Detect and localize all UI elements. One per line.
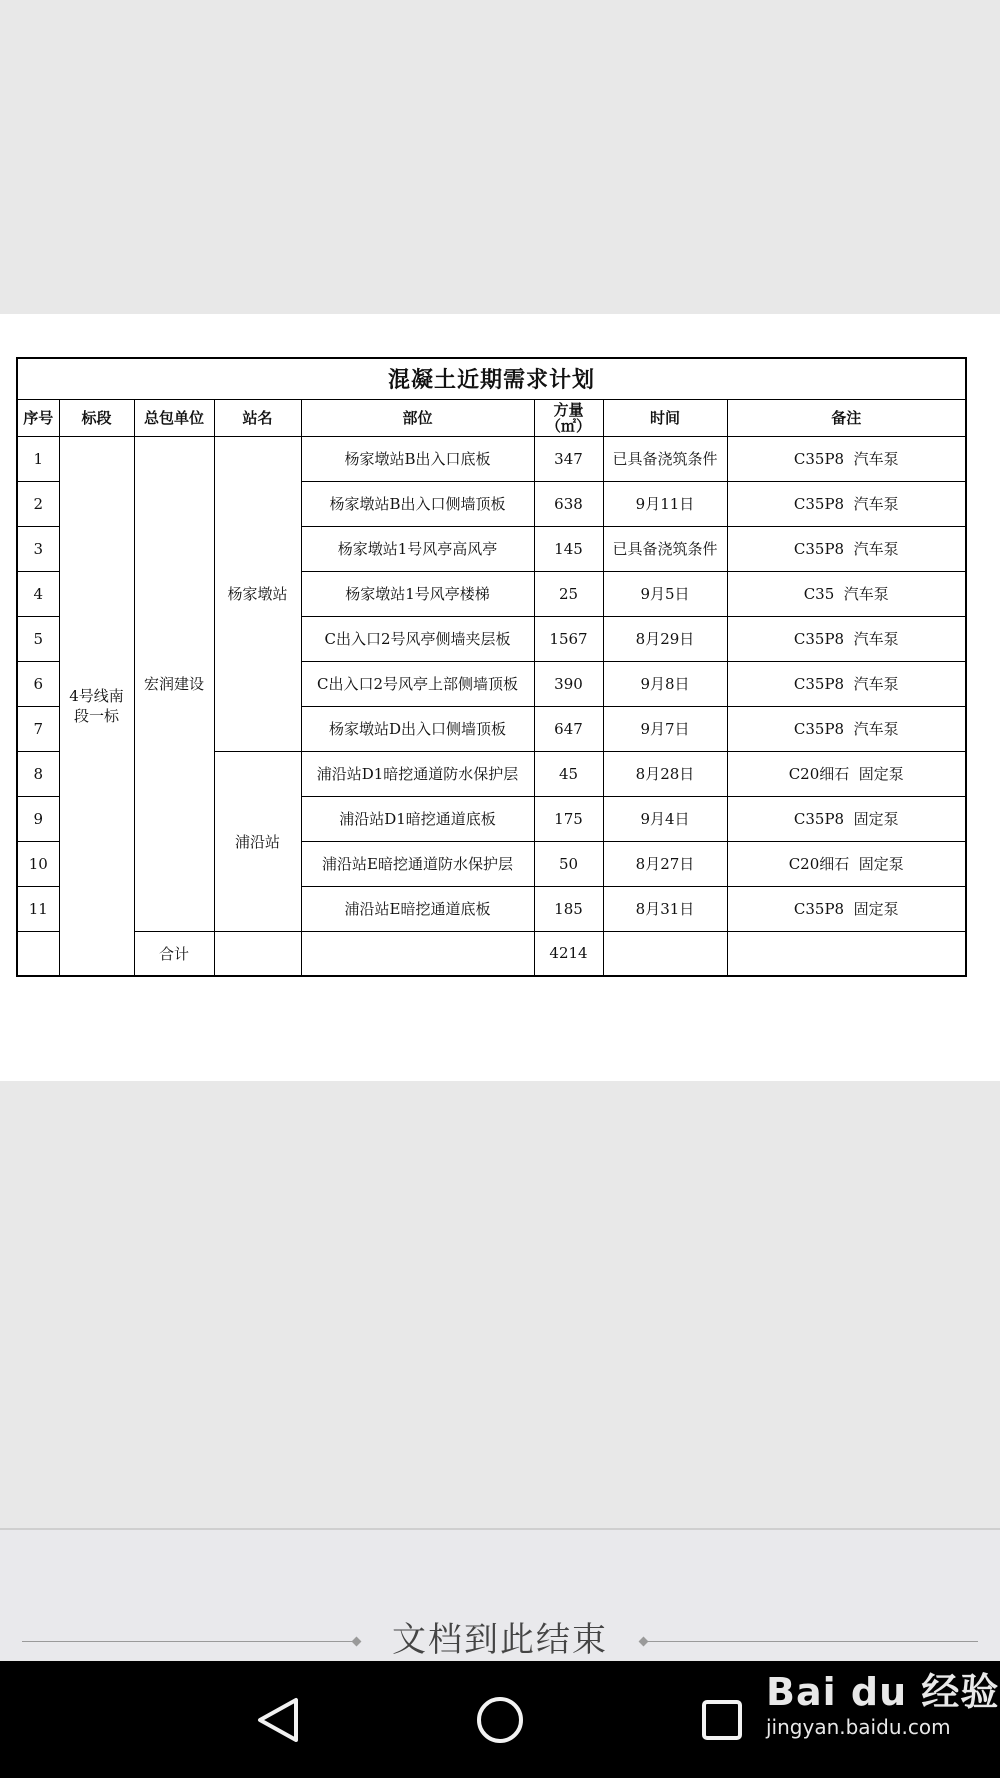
station-cell-puyan: 浦沿站 (214, 751, 301, 931)
back-button[interactable] (248, 1690, 308, 1750)
remark-cell: C35P8 汽车泵 (727, 661, 966, 706)
back-icon (248, 1690, 308, 1750)
time-cell: 已具备浇筑条件 (603, 436, 727, 481)
baidu-jingyan-watermark (766, 1670, 999, 1740)
volume-cell: 1567 (534, 616, 603, 661)
station-cell-yangjiadun: 杨家墩站 (214, 436, 301, 751)
location-cell: 杨家墩站1号风亭高风亭 (301, 526, 534, 571)
remark-cell: C35P8 汽车泵 (727, 706, 966, 751)
time-cell: 9月4日 (603, 796, 727, 841)
row-index: 1 (17, 436, 59, 481)
recents-button[interactable] (692, 1690, 752, 1750)
remark-cell: C35P8 固定泵 (727, 796, 966, 841)
header-location: 部位 (301, 399, 534, 436)
recents-icon (692, 1690, 752, 1750)
row-index: 6 (17, 661, 59, 706)
location-cell: C出入口2号风亭上部侧墙顶板 (301, 661, 534, 706)
header-station: 站名 (214, 399, 301, 436)
total-empty-time (603, 931, 727, 976)
total-index-cell (17, 931, 59, 976)
time-cell: 9月11日 (603, 481, 727, 526)
total-empty-remark (727, 931, 966, 976)
time-cell: 8月27日 (603, 841, 727, 886)
row-index: 2 (17, 481, 59, 526)
volume-cell: 145 (534, 526, 603, 571)
header-row (17, 399, 966, 436)
row-index: 9 (17, 796, 59, 841)
remark-cell: C35P8 汽车泵 (727, 436, 966, 481)
time-cell: 8月31日 (603, 886, 727, 931)
row-index: 5 (17, 616, 59, 661)
home-icon (470, 1690, 530, 1750)
row-index: 3 (17, 526, 59, 571)
end-line-right (645, 1641, 978, 1642)
volume-cell: 638 (534, 481, 603, 526)
header-index: 序号 (17, 399, 59, 436)
time-cell: 9月7日 (603, 706, 727, 751)
remark-cell: C20细石 固定泵 (727, 841, 966, 886)
location-cell: 浦沿站E暗挖通道防水保护层 (301, 841, 534, 886)
remark-cell: C35P8 汽车泵 (727, 616, 966, 661)
viewer-background-top (0, 0, 1000, 314)
location-cell: 杨家墩站B出入口侧墙顶板 (301, 481, 534, 526)
remark-cell: C35P8 汽车泵 (727, 526, 966, 571)
row-index: 7 (17, 706, 59, 751)
volume-cell: 50 (534, 841, 603, 886)
total-volume: 4214 (534, 931, 603, 976)
viewer-background-bottom (0, 1081, 1000, 1528)
row-index: 8 (17, 751, 59, 796)
volume-cell: 175 (534, 796, 603, 841)
location-cell: 杨家墩站B出入口底板 (301, 436, 534, 481)
remark-cell: C35P8 固定泵 (727, 886, 966, 931)
end-of-document-text: 文档到此结束 (392, 1620, 608, 1660)
concrete-plan-table (16, 357, 967, 977)
location-cell: 浦沿站D1暗挖通道底板 (301, 796, 534, 841)
volume-cell: 390 (534, 661, 603, 706)
total-row (17, 931, 966, 976)
header-remarks: 备注 (727, 399, 966, 436)
row-index: 11 (17, 886, 59, 931)
remark-cell: C35P8 汽车泵 (727, 481, 966, 526)
remark-cell: C20细石 固定泵 (727, 751, 966, 796)
time-cell: 9月8日 (603, 661, 727, 706)
volume-cell: 45 (534, 751, 603, 796)
total-label: 合计 (134, 931, 214, 976)
location-cell: 杨家墩站D出入口侧墙顶板 (301, 706, 534, 751)
row-index: 4 (17, 571, 59, 616)
contractor-cell: 宏润建设 (134, 436, 214, 931)
volume-cell: 647 (534, 706, 603, 751)
location-cell: 杨家墩站1号风亭楼梯 (301, 571, 534, 616)
total-empty-station (214, 931, 301, 976)
location-cell: 浦沿站E暗挖通道底板 (301, 886, 534, 931)
volume-cell: 185 (534, 886, 603, 931)
header-contractor: 总包单位 (134, 399, 214, 436)
volume-cell: 347 (534, 436, 603, 481)
header-time: 时间 (603, 399, 727, 436)
watermark-url: jingyan.baidu.com (766, 1715, 951, 1739)
time-cell: 9月5日 (603, 571, 727, 616)
header-volume: 方量 （㎡） (534, 399, 603, 436)
time-cell: 8月29日 (603, 616, 727, 661)
location-cell: 浦沿站D1暗挖通道防水保护层 (301, 751, 534, 796)
volume-cell: 25 (534, 571, 603, 616)
table-title: 混凝土近期需求计划 (17, 358, 966, 399)
remark-cell: C35 汽车泵 (727, 571, 966, 616)
section-cell: 4号线南段一标 (59, 436, 134, 976)
watermark-logo: Bai du 经验 (766, 1670, 1000, 1714)
home-button[interactable] (470, 1690, 530, 1750)
location-cell: C出入口2号风亭侧墙夹层板 (301, 616, 534, 661)
time-cell: 已具备浇筑条件 (603, 526, 727, 571)
total-empty-location (301, 931, 534, 976)
table-row (17, 436, 966, 481)
header-section: 标段 (59, 399, 134, 436)
time-cell: 8月28日 (603, 751, 727, 796)
row-index: 10 (17, 841, 59, 886)
